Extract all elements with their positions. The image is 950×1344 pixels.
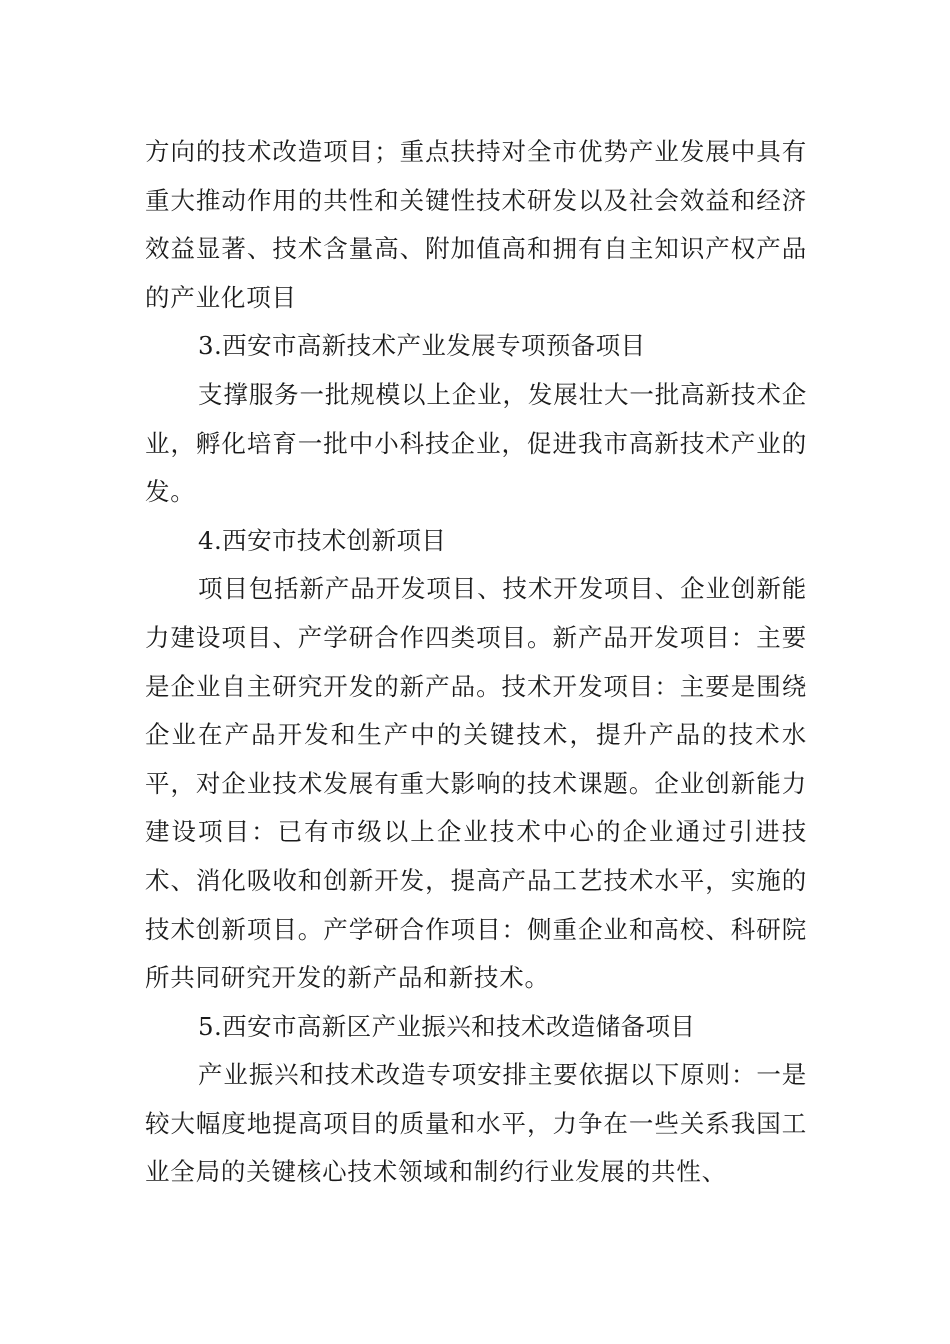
heading-high-tech-reserve-projects: 3.西安市高新技术产业发展专项预备项目 <box>198 331 646 361</box>
heading-tech-innovation-projects: 4.西安市技术创新项目 <box>198 525 447 555</box>
paragraph-revitalization-principles: 产业振兴和技术改造专项安排主要依据以下原则：一是较大幅度地提高项目的质量和水平，力争在一些关系我国工业全局的关键核心技术领域和制约行业发展的共性、 <box>145 1060 807 1187</box>
paragraph-tech-transformation: 方向的技术改造项目；重点扶持对全市优势产业发展中具有重大推动作用的共性和关键性技术研发以及社会效益和经济效益显著、技术含量高、附加值高和拥有自主知识产权产品的产业化项目 <box>145 137 807 312</box>
paragraph-support-enterprises: 支撑服务一批规模以上企业，发展壮大一批高新技术企业，孵化培育一批中小科技企业，促进我市高新技术产业的发。 <box>145 379 807 507</box>
paragraph-project-categories: 项目包括新产品开发项目、技术开发项目、企业创新能力建设项目、产学研合作四类项目。新产品开发项目：主要是企业自主研究开发的新产品。技术开发项目：主要是围绕企业在产品开发和生产中的关键技术，提升产品的技术水平，对企业技术发展有重大影响的技术课题。企业创新能力建设项目：已有市级以上企业技术中心的企业通过引进技术、消化吸收和创新开发，提高产品工艺技术水平，实施的技术创新项目。产学研合作项目：侧重企业和高校、科研院所共同研究开发的新产品和新技术。 <box>145 574 807 993</box>
heading-industry-revitalization-projects: 5.西安市高新区产业振兴和技术改造储备项目 <box>198 1011 696 1041</box>
document-body <box>145 128 807 1197</box>
